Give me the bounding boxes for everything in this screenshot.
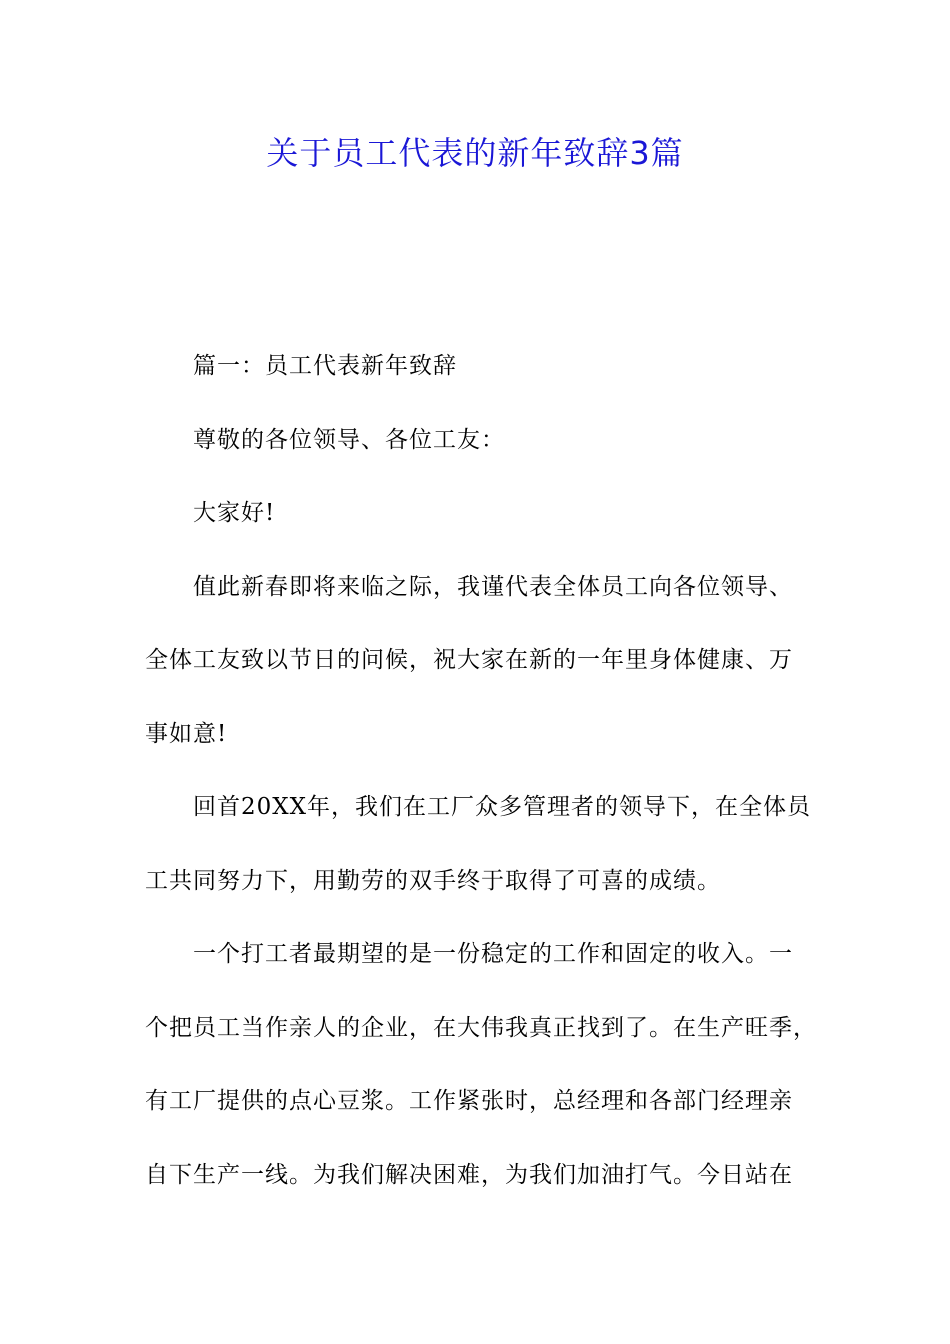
text-line: 大家好! xyxy=(193,500,276,526)
text-line: 篇一：员工代表新年致辞 xyxy=(193,353,457,379)
document-title: 关于员工代表的新年致辞3篇 xyxy=(266,134,684,172)
text-line: 全体工友致以节日的问候，祝大家在新的一年里身体健康、万 xyxy=(145,647,793,673)
text-line: 个把员工当作亲人的企业，在大伟我真正找到了。在生产旺季， xyxy=(145,1014,817,1041)
text-line: 尊敬的各位领导、各位工友： xyxy=(193,426,505,453)
text-line: 回首20XX年，我们在工厂众多管理者的领导下，在全体员 xyxy=(193,794,812,820)
text-line: 事如意! xyxy=(145,720,228,747)
text-line: 工共同努力下，用勤劳的双手终于取得了可喜的成绩。 xyxy=(145,867,721,894)
text-line: 值此新春即将来临之际，我谨代表全体员工向各位领导、 xyxy=(193,573,793,600)
text-line: 一个打工者最期望的是一份稳定的工作和固定的收入。一 xyxy=(193,941,793,967)
text-line: 自下生产一线。为我们解决困难，为我们加油打气。今日站在 xyxy=(145,1161,793,1188)
document-body xyxy=(145,330,815,1212)
text-line: 有工厂提供的点心豆浆。工作紧张时，总经理和各部门经理亲 xyxy=(145,1088,793,1114)
